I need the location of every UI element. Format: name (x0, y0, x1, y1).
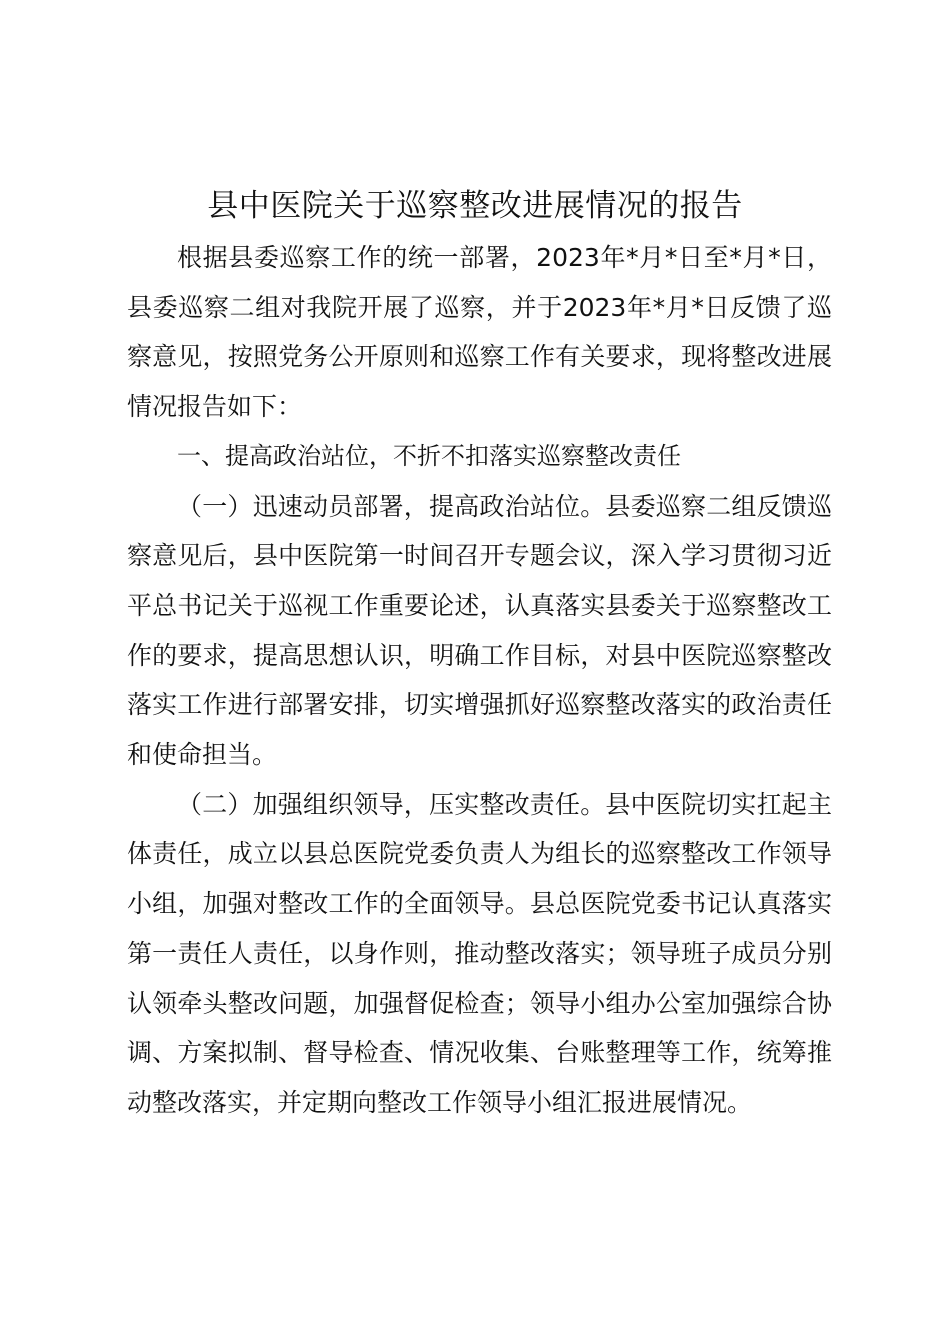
intro-paragraph: 根据县委巡察工作的统一部署，2023年*月*日至*月*日，县委巡察二组对我院开展了巡察，并于2023年*月*日反馈了巡察意见，按照党务公开原则和巡察工作有关要求，现将整改进展情况报告如下： (127, 243, 832, 422)
document-body (127, 233, 832, 1128)
section-heading: 一、提高政治站位，不折不扣落实巡察整改责任 (177, 441, 681, 470)
document-title: 县中医院关于巡察整改进展情况的报告 (207, 188, 743, 224)
body-paragraph: （一）迅速动员部署，提高政治站位。县委巡察二组反馈巡察意见后，县中医院第一时间召开专题会议，深入学习贯彻习近平总书记关于巡视工作重要论述，认真落实县委关于巡察整改工作的要求，提高思想认识，明确工作目标，对县中医院巡察整改落实工作进行部署安排，切实增强抓好巡察整改落实的政治责任和使命担当。 (127, 491, 832, 770)
body-paragraph: （二）加强组织领导，压实整改责任。县中医院切实扛起主体责任，成立以县总医院党委负责人为组长的巡察整改工作领导小组，加强对整改工作的全面领导。县总医院党委书记认真落实第一责任人责任，以身作则，推动整改落实；领导班子成员分别认领牵头整改问题，加强督促检查；领导小组办公室加强综合协调、方案拟制、督导检查、情况收集、台账整理等工作，统筹推动整改落实，并定期向整改工作领导小组汇报进展情况。 (127, 789, 832, 1117)
